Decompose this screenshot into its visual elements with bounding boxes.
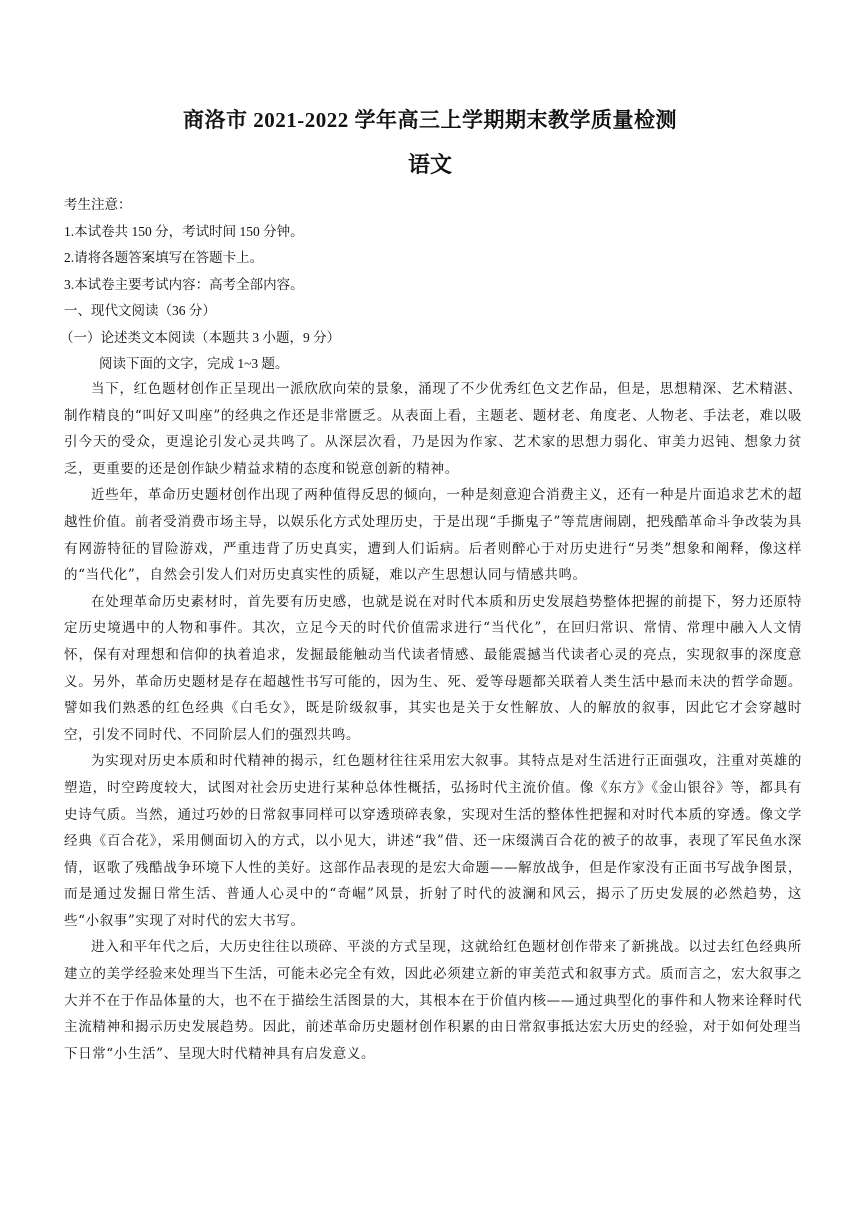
passage-paragraph: 当下，红色题材创作正呈现出一派欣欣向荣的景象，涌现了不少优秀红色文艺作品，但是，思想精深、艺术精湛、制作精良的“叫好又叫座”的经典之作还是非常匮乏。从表面上看，主题老、题材老、角度老、人物老、手法老，难以吸引今天的受众，更遑论引发心灵共鸣了。从深层次看，乃是因为作家、艺术家的思想力弱化、审美力迟钝、想象力贫乏，更重要的还是创作缺少精益求精的态度和锐意创新的精神。 xyxy=(64,381,802,477)
subject-title: 语文 xyxy=(407,152,452,177)
instruction-item: 3.本试卷主要考试内容：高考全部内容。 xyxy=(64,276,304,292)
passage-paragraph: 在处理革命历史素材时，首先要有历史感，也就是说在对时代本质和历史发展趋势整体把握的前提下，努力还原特定历史境遇中的人物和事件。其次，立足今天的时代价值需求进行“当代化”，在回归常识、常情、常理中融入人文情怀，保有对理想和信仰的执着追求，发掘最能触动当代读者情感、最能震撼当代读者心灵的亮点，实现叙事的深度意义。另外，革命历史题材是存在超越性书写可能的，因为生、死、爱等母题都关联着人类生活中悬而未决的哲学命题。譬如我们熟悉的红色经典《白毛女》，既是阶级叙事，其实也是关于女性解放、人的解放的叙事，因此它才会穿越时空，引发不同时代、不同阶层人们的强烈共鸣。 xyxy=(64,593,802,743)
exam-title: 商洛市 2021-2022 学年高三上学期期末教学质量检测 xyxy=(183,108,677,132)
passage-paragraph: 进入和平年代之后，大历史往往以琐碎、平淡的方式呈现，这就给红色题材创作带来了新挑战。以过去红色经典所建立的美学经验来处理当下生活，可能未必完全有效，因此必须建立新的审美范式和叙事方式。质而言之，宏大叙事之大并不在于作品体量的大，也不在于描绘生活图景的大，其根本在于价值内核——通过典型化的事件和人物来诠释时代主流精神和揭示历史发展趋势。因此，前述革命历史题材创作积累的由日常叙事抵达宏大历史的经验，对于如何处理当下日常“小生活”、呈现大时代精神具有启发意义。 xyxy=(64,939,802,1062)
instructions-heading: 考生注意： xyxy=(64,197,132,212)
passage-paragraph: 近些年，革命历史题材创作出现了两种值得反思的倾向，一种是刻意迎合消费主义，还有一种是片面追求艺术的超越性价值。前者受消费市场主导，以娱乐化方式处理历史，于是出现“手撕鬼子”等荒唐闹剧，把残酷革命斗争改装为具有网游特征的冒险游戏，严重违背了历史真实，遭到人们诟病。后者则醉心于对历史进行“另类”想象和阐释，像这样的“当代化”，自然会引发人们对历史真实性的质疑，难以产生思想认同与情感共鸣。 xyxy=(64,487,802,584)
reading-passage xyxy=(64,376,802,1067)
subsection-title: （一）论述类文本阅读（本题共 3 小题，9 分） xyxy=(60,329,341,345)
exam-instructions xyxy=(60,192,804,378)
instruction-item: 1.本试卷共 150 分，考试时间 150 分钟。 xyxy=(64,223,304,239)
section-title: 一、现代文阅读（36 分） xyxy=(64,303,216,318)
reading-instruction: 阅读下面的文字，完成 1~3 题。 xyxy=(99,356,289,371)
passage-paragraph: 为实现对历史本质和时代精神的揭示，红色题材往往采用宏大叙事。其特点是对生活进行正面强攻，注重对英雄的塑造，时空跨度较大，试图对社会历史进行某种总体性概括，弘扬时代主流价值。像《东方》《金山银谷》等，都具有史诗气质。当然，通过巧妙的日常叙事同样可以穿透琐碎表象，实现对生活的整体性把握和对时代本质的穿透。像文学经典《百合花》，采用侧面切入的方式，以小见大，讲述“我”借、还一床缀满百合花的被子的故事，表现了军民鱼水深情，讴歌了残酷战争环境下人性的美好。这部作品表现的是宏大命题——解放战争，但是作家没有正面书写战争图景，而是通过发掘日常生活、普通人心灵中的“奇崛”风景，折射了时代的波澜和风云，揭示了历史发展的必然趋势，这些“小叙事”实现了对时代的宏大书写。 xyxy=(64,753,802,929)
instruction-item: 2.请将各题答案填写在答题卡上。 xyxy=(64,250,264,265)
